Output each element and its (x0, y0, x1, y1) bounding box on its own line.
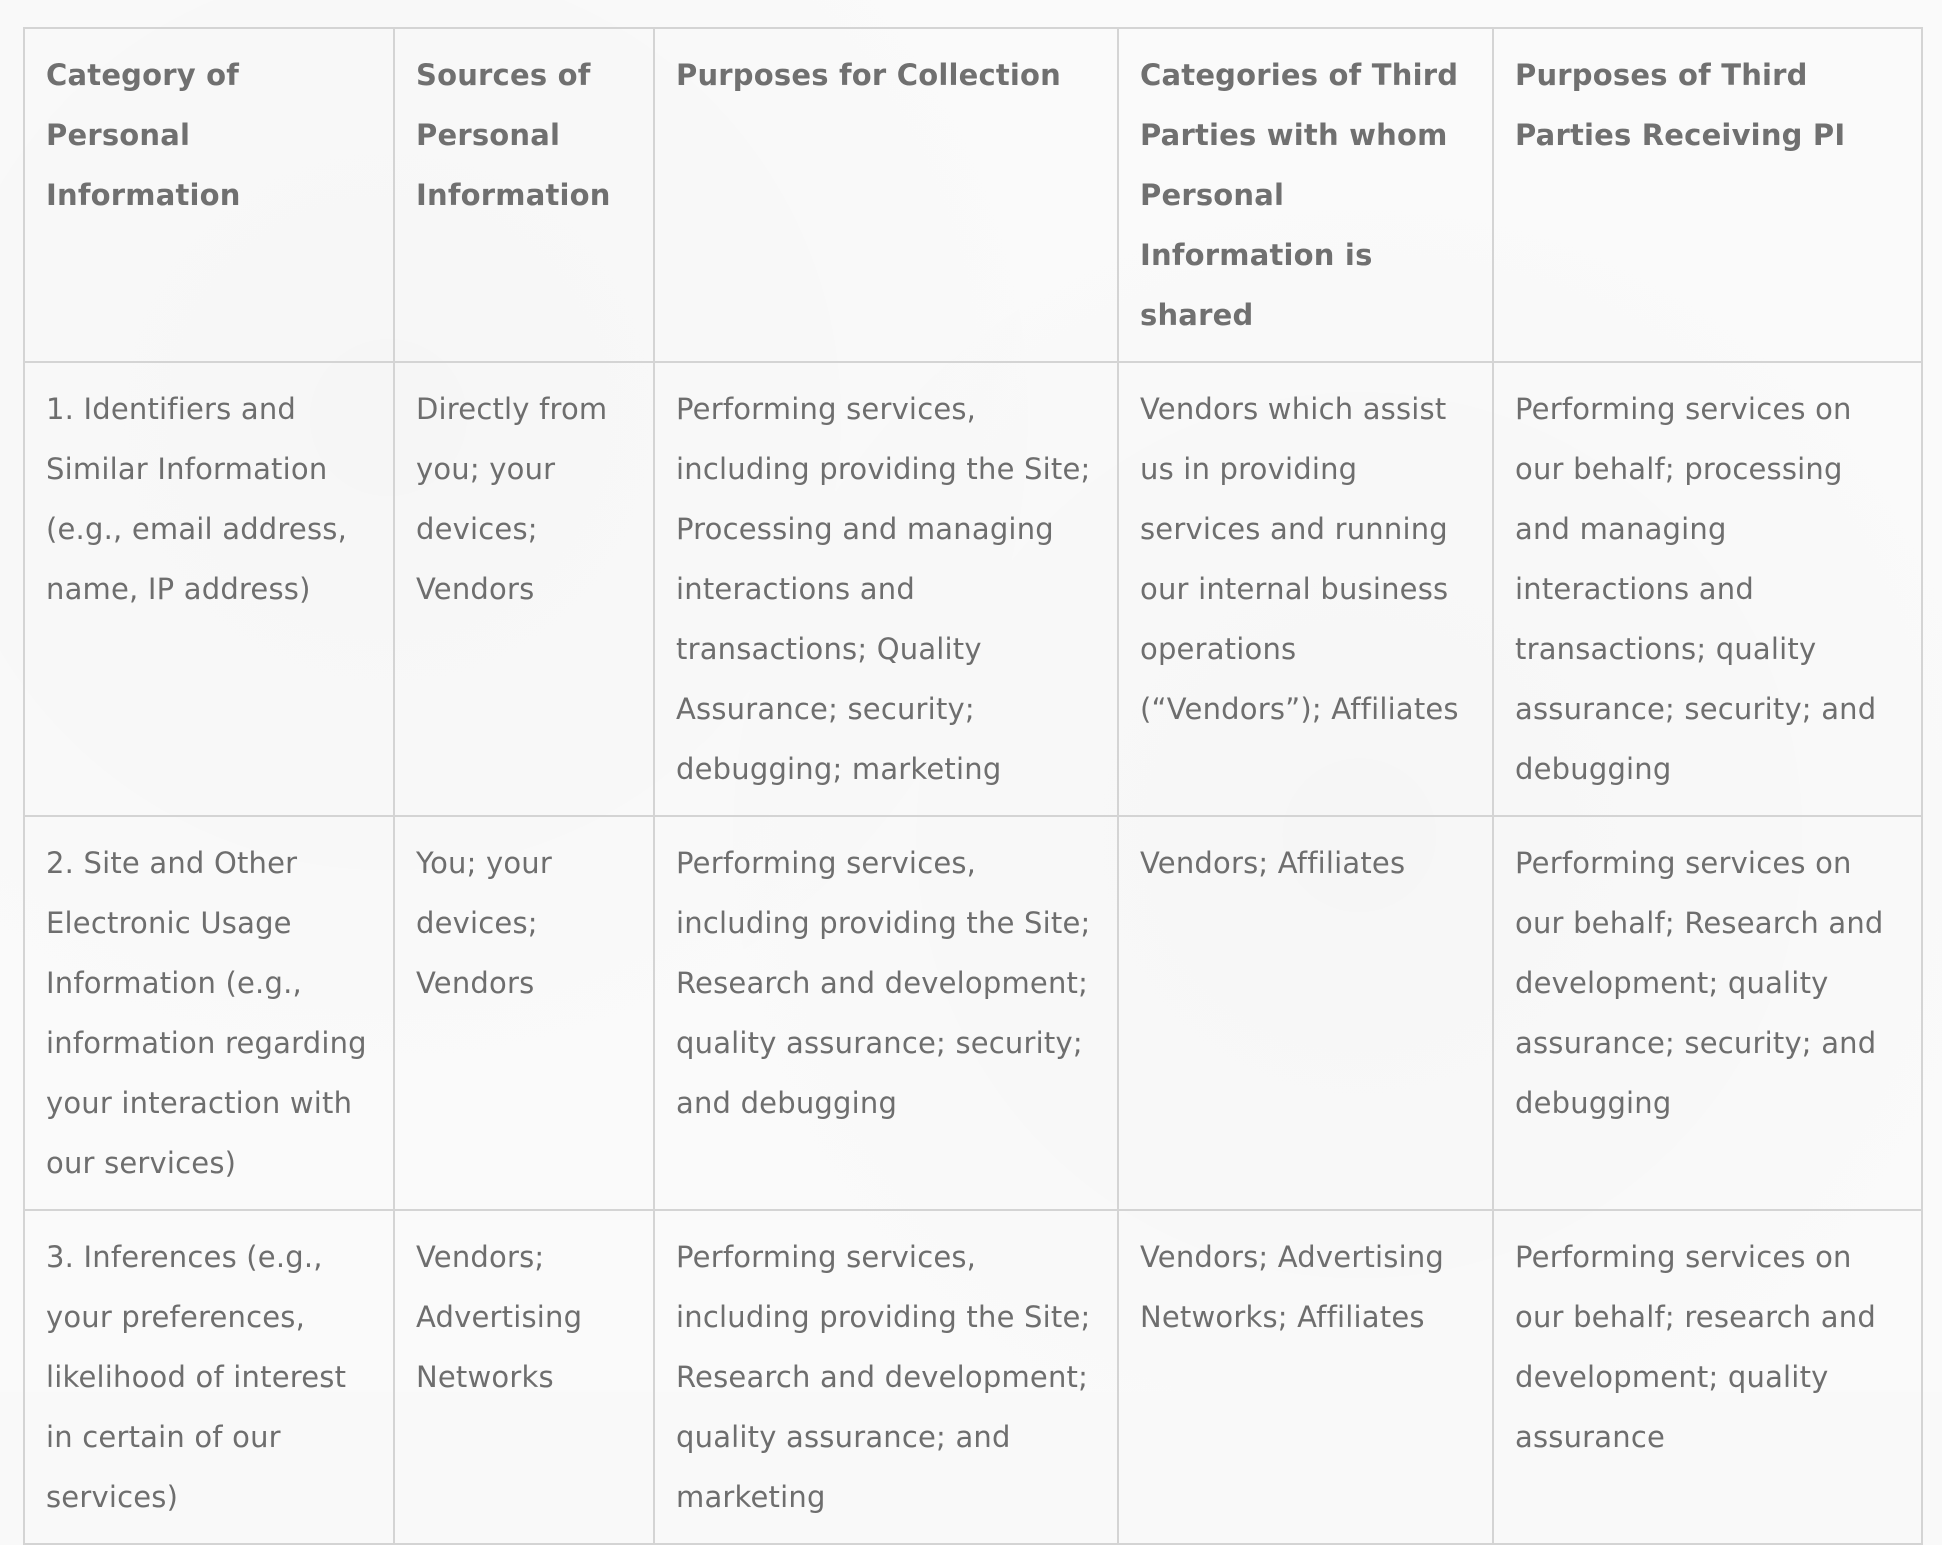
header-category: Category of Personal Information (24, 28, 394, 362)
cell-sources: Directly from you; your devices; Vendors (394, 362, 654, 816)
cell-purposes-collection: Performing services, including providing the Site; Processing and managing interactions and transactions; Quality Assurance; security; debugging; marketing (654, 362, 1118, 816)
header-third-party-categories: Categories of Third Parties with whom Personal Information is shared (1118, 28, 1493, 362)
cell-third-party-purposes: Performing services on our behalf; processing and managing interactions and transactions; quality assurance; security; and debugging (1493, 362, 1922, 816)
personal-information-table (23, 27, 1923, 1545)
table-row (24, 816, 1922, 1210)
table-row (24, 362, 1922, 816)
cell-sources: Vendors; Advertising Networks (394, 1210, 654, 1544)
table-row (24, 1210, 1922, 1544)
cell-third-party-purposes: Performing services on our behalf; research and development; quality assurance (1493, 1210, 1922, 1544)
header-purposes-collection: Purposes for Collection (654, 28, 1118, 362)
cell-third-party-categories: Vendors which assist us in providing services and running our internal business operations (“Vendors”); Affiliates (1118, 362, 1493, 816)
cell-category: 2. Site and Other Electronic Usage Information (e.g., information regarding your interaction with our services) (24, 816, 394, 1210)
cell-category: 1. Identifiers and Similar Information (e.g., email address, name, IP address) (24, 362, 394, 816)
cell-third-party-categories: Vendors; Advertising Networks; Affiliates (1118, 1210, 1493, 1544)
cell-category: 3. Inferences (e.g., your preferences, likelihood of interest in certain of our services) (24, 1210, 394, 1544)
cell-purposes-collection: Performing services, including providing the Site; Research and development; quality assurance; and marketing (654, 1210, 1118, 1544)
header-row (24, 28, 1922, 362)
cell-third-party-purposes: Performing services on our behalf; Research and development; quality assurance; security; and debugging (1493, 816, 1922, 1210)
cell-purposes-collection: Performing services, including providing the Site; Research and development; quality assurance; security; and debugging (654, 816, 1118, 1210)
cell-sources: You; your devices; Vendors (394, 816, 654, 1210)
header-sources: Sources of Personal Information (394, 28, 654, 362)
cell-third-party-categories: Vendors; Affiliates (1118, 816, 1493, 1210)
table-header (24, 28, 1922, 362)
table-body (24, 362, 1922, 1544)
header-third-party-purposes: Purposes of Third Parties Receiving PI (1493, 28, 1922, 362)
